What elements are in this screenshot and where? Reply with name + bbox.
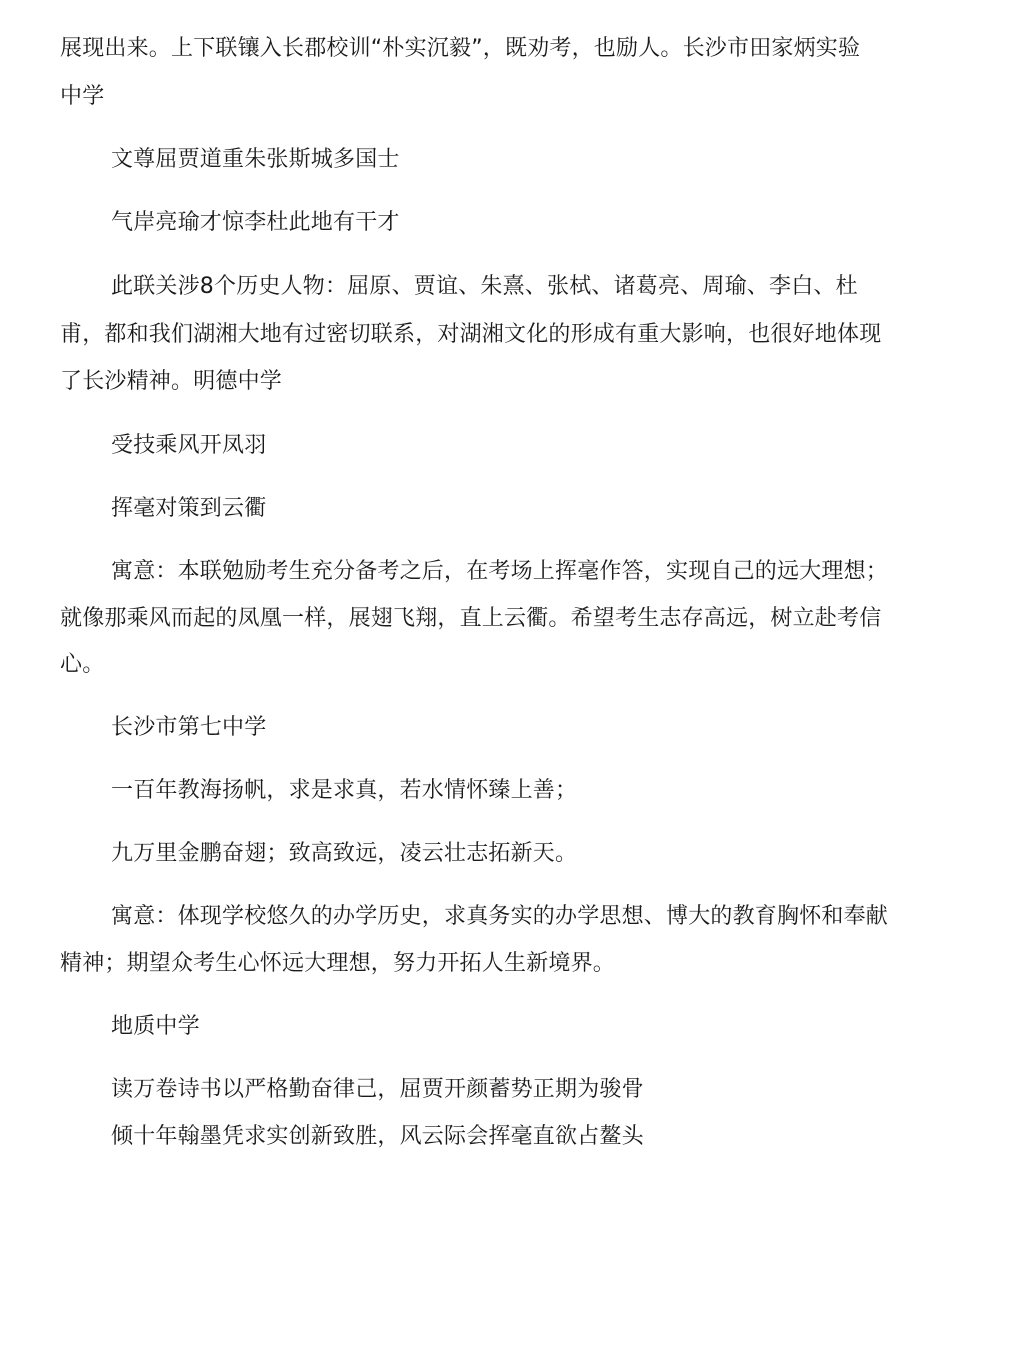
text-line: 挥毫对策到云衢 [111, 496, 267, 521]
text-line: 精神；期望众考生心怀远大理想，努力开拓人生新境界。 [60, 951, 616, 976]
text-line: 倾十年翰墨凭求实创新致胜，风云际会挥毫直欲占鳌头 [111, 1124, 644, 1149]
text-line: 了长沙精神。明德中学 [60, 369, 283, 394]
text-line: 此联关涉8个历史人物：屈原、贾谊、朱熹、张栻、诸葛亮、周瑜、李白、杜 [111, 274, 858, 299]
text-line: 气岸亮瑜才惊李杜此地有干才 [111, 210, 400, 235]
text-line: 长沙市第七中学 [111, 715, 267, 740]
text-line: 一百年教海扬帆，求是求真，若水情怀臻上善； [111, 778, 578, 803]
text-line: 受技乘风开凤羽 [111, 433, 267, 458]
text-line: 就像那乘风而起的凤凰一样，展翅飞翔，直上云衢。希望考生志存高远，树立赴考信 [60, 606, 882, 631]
text-line: 文尊屈贾道重朱张斯城多国士 [111, 147, 400, 172]
text-line: 寓意：本联勉励考生充分备考之后，在考场上挥毫作答，实现自己的远大理想； [111, 559, 889, 584]
text-line: 读万卷诗书以严格勤奋律己，屈贾开颜蓄势正期为骏骨 [111, 1077, 644, 1102]
text-line: 甫，都和我们湖湘大地有过密切联系，对湖湘文化的形成有重大影响，也很好地体现 [60, 322, 882, 347]
text-line: 中学 [60, 84, 105, 109]
text-line: 寓意：体现学校悠久的办学历史，求真务实的办学思想、博大的教育胸怀和奉献 [111, 904, 889, 929]
text-line: 地质中学 [111, 1014, 200, 1039]
text-line: 心。 [60, 652, 105, 677]
text-line: 九万里金鹏奋翅；致高致远，凌云壮志拓新天。 [111, 841, 578, 866]
text-line: 展现出来。上下联镶入长郡校训“朴实沉毅”，既劝考，也励人。长沙市田家炳实验 [60, 36, 861, 61]
